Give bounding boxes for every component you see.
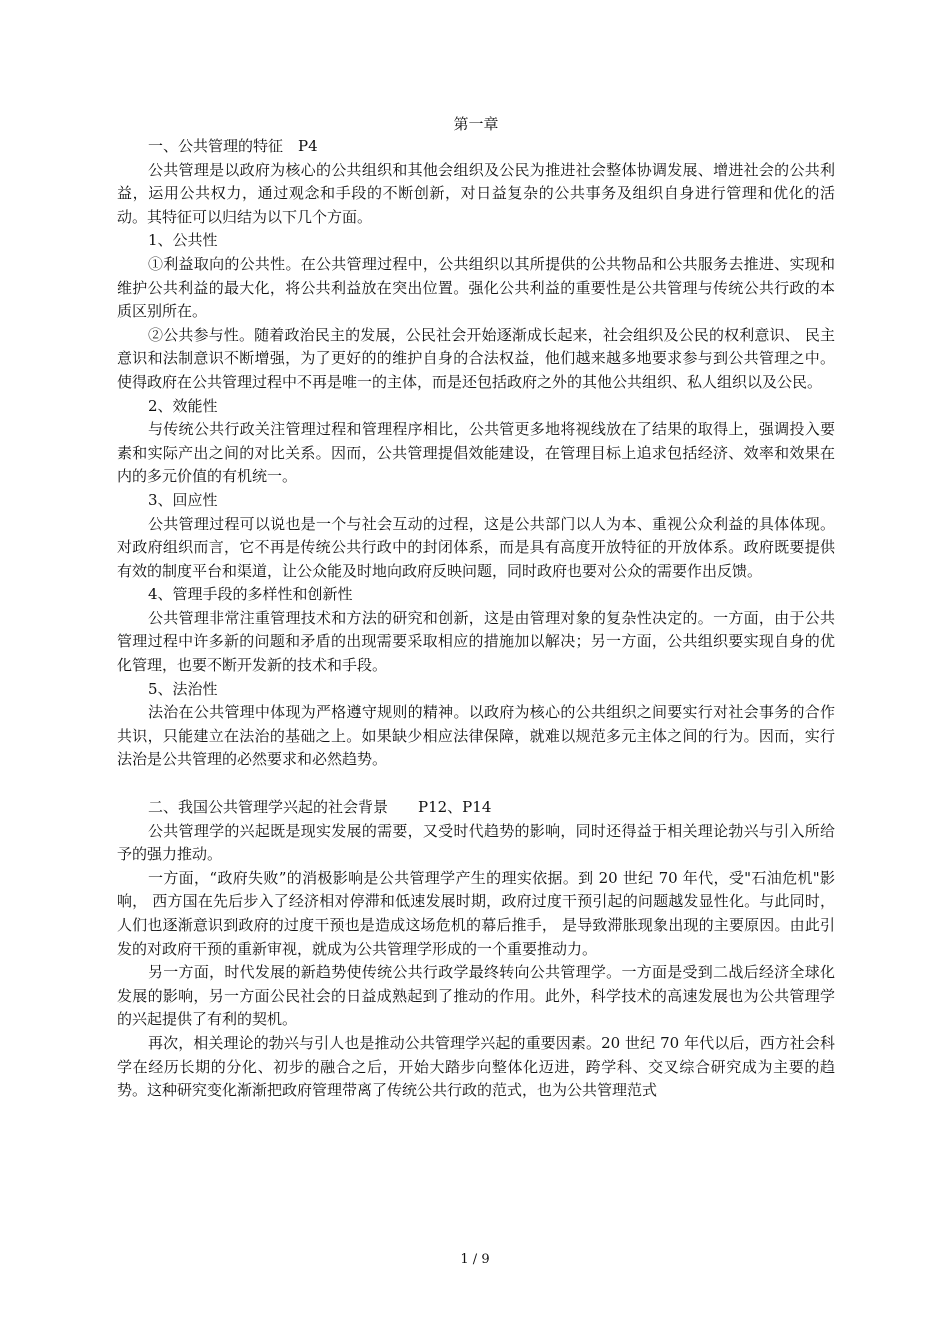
section2-paragraph-2: 一方面，“政府失败”的消极影响是公共管理学产生的理实依据。到 20 世纪 70 年代，受"石油危机"影响， 西方国在先后步入了经济相对停滞和低速发展时期，政府过度干预引起的问题越发显性化。与此同时，人们也逐渐意识到政府的过度干预也是造成这场危机的幕后推手， 是导致滞胀现象出现的主要原因。由此引发的对政府干预的重新审视，就成为公共管理学形成的一个重要推动力。 xyxy=(117,868,835,958)
chapter-title: 第一章 xyxy=(453,115,499,133)
item5-heading: 5、法治性 xyxy=(148,679,218,698)
item2-heading: 2、效能性 xyxy=(148,396,218,415)
item1-paragraph-2: ②公共参与性。随着政治民主的发展，公民社会开始逐渐成长起来，社会组织及公民的权利意识、 民主意识和法制意识不断增强，为了更好的的维护自身的合法权益，他们越来越多地要求参与到公共管理之中。使得政府在公共管理过程中不再是唯一的主体，而是还包括政府之外的其他公共组织、私人组织以及公民。 xyxy=(117,325,835,391)
section-spacer xyxy=(117,772,835,796)
item4-paragraph: 公共管理非常注重管理技术和方法的研究和创新，这是由管理对象的复杂性决定的。一方面，由于公共管理过程中许多新的问题和矛盾的出现需要采取相应的措施加以解决；另一方面，公共组织要实现自身的优化管理，也要不断开发新的技术和手段。 xyxy=(117,608,835,675)
item3-heading: 3、回应性 xyxy=(148,490,218,509)
section1-heading: 一、公共管理的特征 P4 xyxy=(148,137,318,155)
page-number: 1 / 9 xyxy=(460,1252,490,1267)
section2-heading: 二、我国公共管理学兴起的社会背景 P12、P14 xyxy=(148,798,492,817)
section1-intro: 公共管理是以政府为核心的公共组织和其他会组织及公民为推进社会整体协调发展、增进社会的公共利益，运用公共权力，通过观念和手段的不断创新，对日益复杂的公共事务及组织自身进行管理和优化的活动。其特征可以归结为以下几个方面。 xyxy=(117,160,835,226)
item1-paragraph-1: ①利益取向的公共性。在公共管理过程中，公共组织以其所提供的公共物品和公共服务去推进、实现和维护公共利益的最大化，将公共利益放在突出位置。强化公共利益的重要性是公共管理与传统公共行政的本质区别所在。 xyxy=(117,254,835,321)
item2-paragraph: 与传统公共行政关注管理过程和管理程序相比，公共管更多地将视线放在了结果的取得上，强调投入要素和实际产出之间的对比关系。因而，公共管理提倡效能建设，在管理目标上追求包括经济、效率和效果在内的多元价值的有机统一。 xyxy=(117,420,835,486)
section2-paragraph-4: 再次，相关理论的勃兴与引人也是推动公共管理学兴起的重要因素。20 世纪 70 年代以后，西方社会科学在经历长期的分化、初步的融合之后，开始大踏步向整体化迈进，跨学科、交叉综合研究成为主要的趋势。这种研究变化渐渐把政府管理带离了传统公共行政的范式，也为公共管理范式 xyxy=(117,1033,835,1100)
document-page xyxy=(117,113,835,1103)
section2-paragraph-1: 公共管理学的兴起既是现实发展的需要，又受时代趋势的影响，同时还得益于相关理论勃兴与引入所给予的强力推动。 xyxy=(117,821,835,864)
section2-paragraph-3: 另一方面，时代发展的新趋势使传统公共行政学最终转向公共管理学。一方面是受到二战后经济全球化发展的影响，另一方面公民社会的日益成熟起到了推动的作用。此外，科学技术的高速发展也为公共管理学的兴起提供了有利的契机。 xyxy=(117,963,835,1029)
item5-paragraph: 法治在公共管理中体现为严格遵守规则的精神。以政府为核心的公共组织之间要实行对社会事务的合作共识，只能建立在法治的基础之上。如果缺少相应法律保障，就难以规范多元主体之间的行为。因而，实行法治是公共管理的必然要求和必然趋势。 xyxy=(117,703,835,769)
item4-heading: 4、管理手段的多样性和创新性 xyxy=(148,585,353,604)
item1-heading: 1、公共性 xyxy=(148,231,218,250)
item3-paragraph: 公共管理过程可以说也是一个与社会互动的过程，这是公共部门以人为本、重视公众利益的具体体现。对政府组织而言，它不再是传统公共行政中的封闭体系，而是具有高度开放特征的开放体系。政府既要提供有效的制度平台和渠道，让公众能及时地向政府反映问题，同时政府也要对公众的需要作出反馈。 xyxy=(117,514,835,580)
